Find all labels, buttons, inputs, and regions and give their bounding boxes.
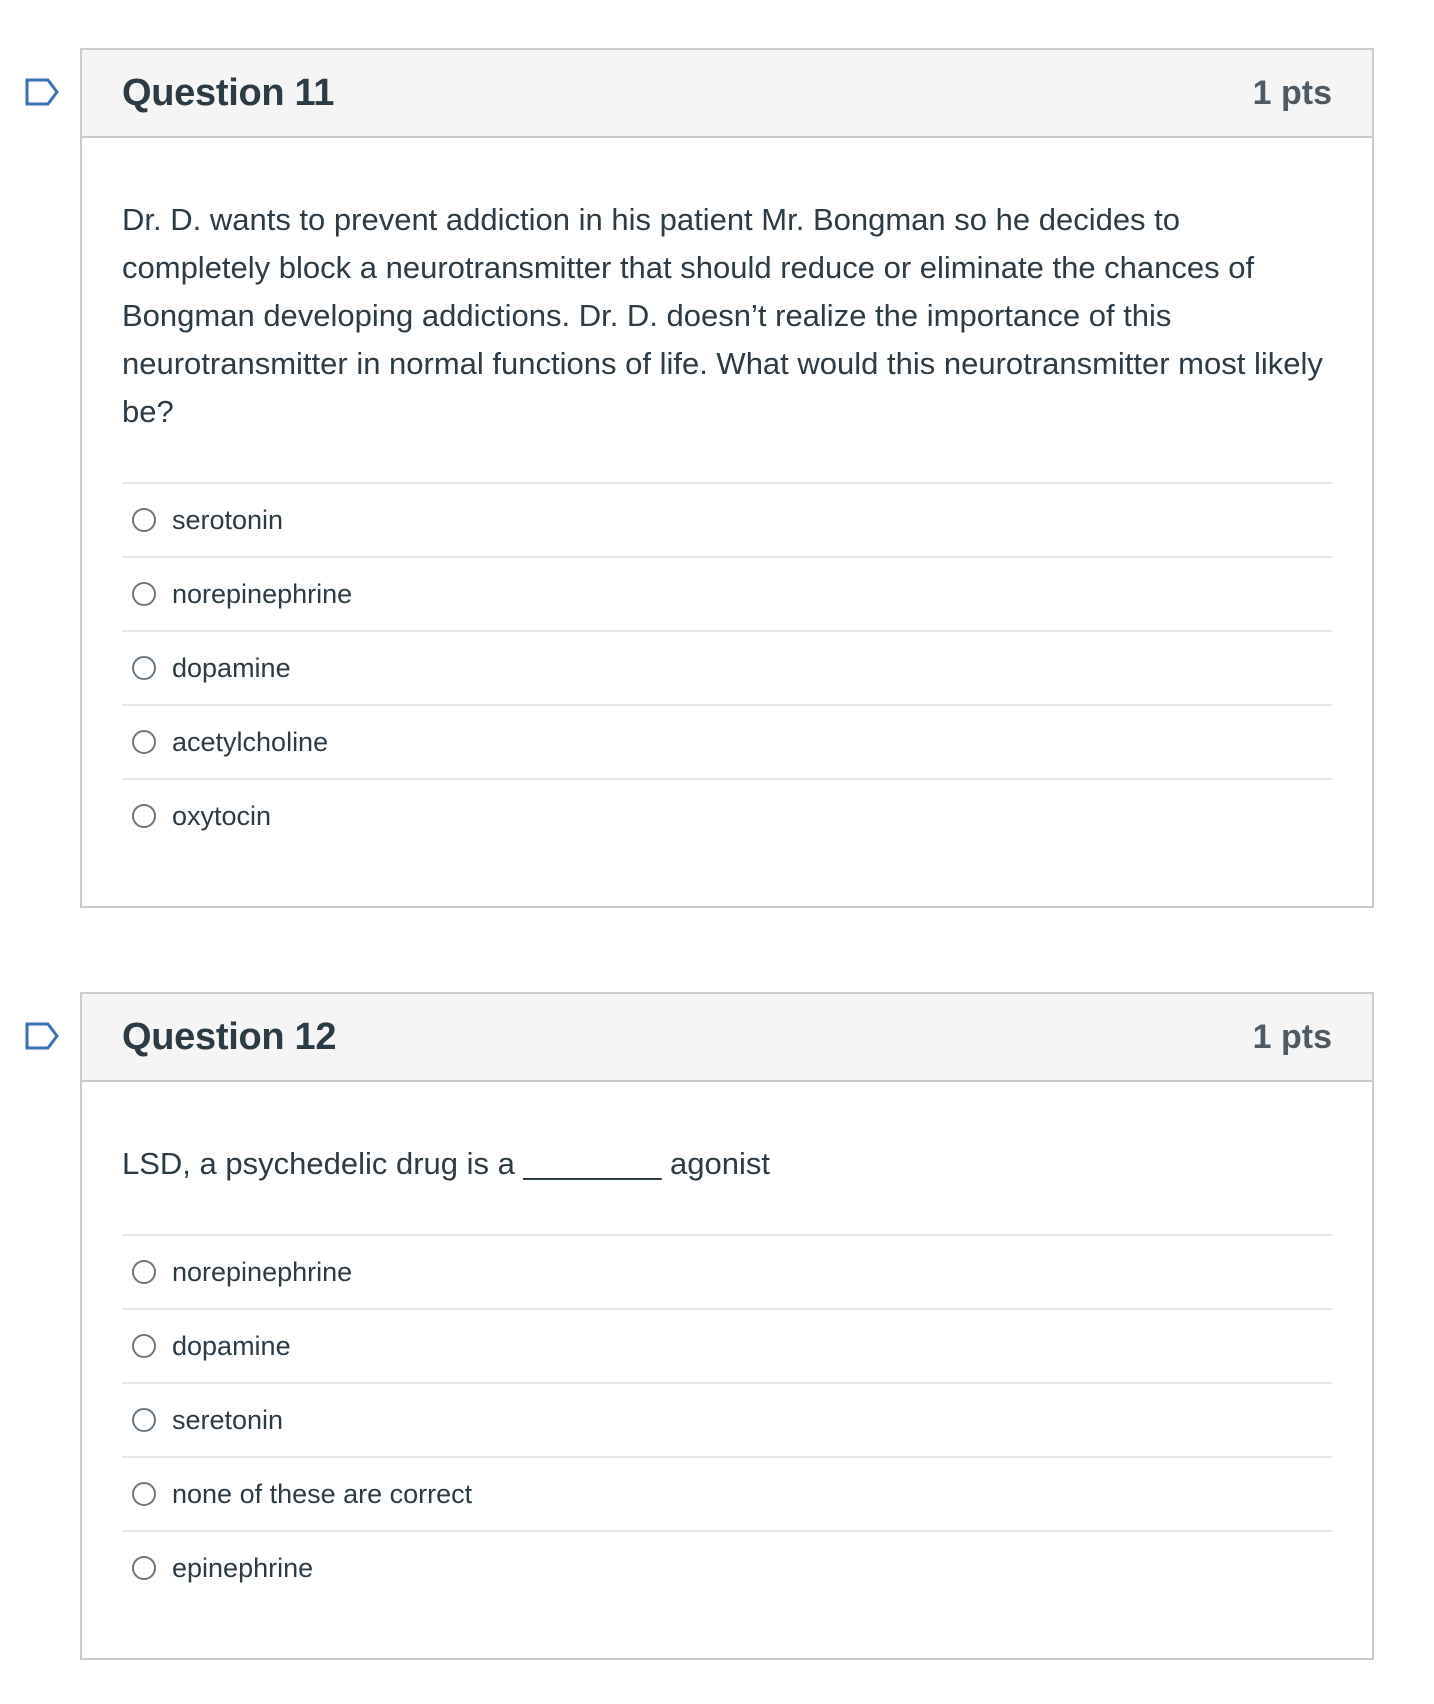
radio-button[interactable] <box>132 1334 156 1358</box>
question-12 <box>80 992 1374 1660</box>
answer-option[interactable] <box>122 630 1332 704</box>
question-points: 1 pts <box>1252 73 1332 112</box>
question-header <box>82 50 1372 138</box>
question-11 <box>80 48 1374 908</box>
answer-option[interactable] <box>122 1456 1332 1530</box>
answer-option[interactable] <box>122 778 1332 852</box>
radio-button[interactable] <box>132 730 156 754</box>
answer-option[interactable] <box>122 482 1332 556</box>
question-header <box>82 994 1372 1082</box>
answer-label: norepinephrine <box>172 1256 353 1287</box>
radio-button[interactable] <box>132 508 156 532</box>
radio-button[interactable] <box>132 1482 156 1506</box>
answer-list <box>122 482 1332 852</box>
radio-button[interactable] <box>132 582 156 606</box>
answer-option[interactable] <box>122 556 1332 630</box>
answer-option[interactable] <box>122 1530 1332 1604</box>
answer-option[interactable] <box>122 1382 1332 1456</box>
flag-question-12-icon[interactable] <box>22 1016 62 1056</box>
radio-button[interactable] <box>132 1408 156 1432</box>
question-title: Question 12 <box>122 1015 337 1058</box>
answer-label: seretonin <box>172 1404 284 1435</box>
answer-option[interactable] <box>122 1234 1332 1308</box>
answer-label: norepinephrine <box>172 578 353 609</box>
question-title: Question 11 <box>122 71 335 114</box>
answer-label: none of these are correct <box>172 1478 473 1509</box>
question-points: 1 pts <box>1252 1017 1332 1056</box>
answer-list <box>122 1234 1332 1604</box>
radio-button[interactable] <box>132 656 156 680</box>
answer-label: serotonin <box>172 504 284 535</box>
radio-button[interactable] <box>132 1260 156 1284</box>
answer-option[interactable] <box>122 1308 1332 1382</box>
question-body <box>82 138 1372 852</box>
answer-label: epinephrine <box>172 1552 314 1583</box>
question-text: LSD, a psychedelic drug is a ________ agonist <box>122 1146 770 1181</box>
radio-button[interactable] <box>132 804 156 828</box>
answer-label: acetylcholine <box>172 726 329 757</box>
question-body <box>82 1082 1372 1604</box>
question-text: Dr. D. wants to prevent addiction in his patient Mr. Bongman so he decides to completely block a neurotransmitter that should reduce or eliminate the chances of Bongman developing addictions. Dr. D. doesn’t realize the importance of this neurotransmitter in normal functions of life. What would this neurotransmitter most likely be? <box>122 202 1323 429</box>
answer-label: oxytocin <box>172 800 272 831</box>
answer-label: dopamine <box>172 1330 291 1361</box>
radio-button[interactable] <box>132 1556 156 1580</box>
flag-question-11-icon[interactable] <box>22 72 62 112</box>
answer-label: dopamine <box>172 652 291 683</box>
answer-option[interactable] <box>122 704 1332 778</box>
